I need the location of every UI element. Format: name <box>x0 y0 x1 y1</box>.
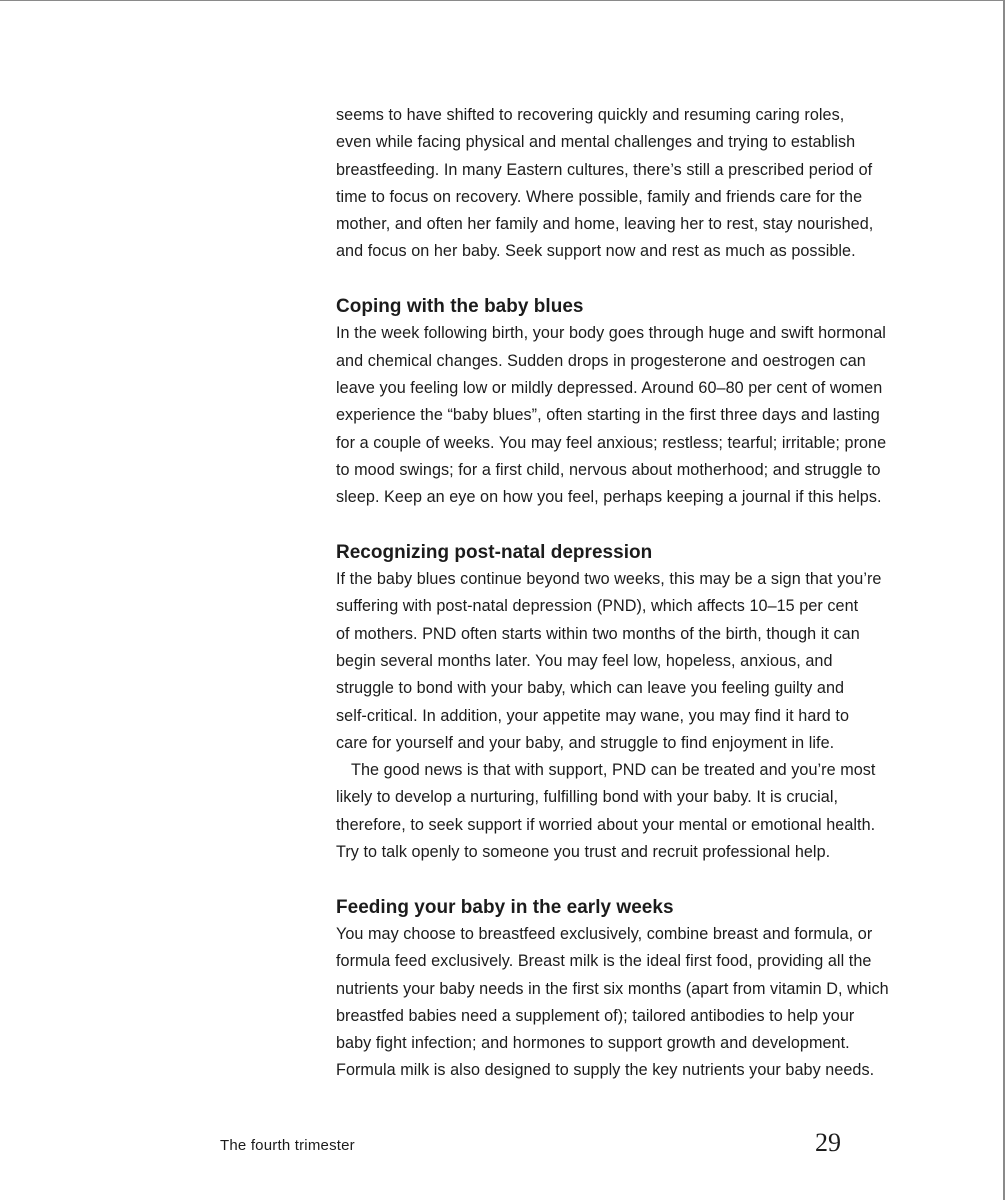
text-line: sleep. Keep an eye on how you feel, perhaps keeping a journal if this helps. <box>336 488 882 507</box>
text-line: time to focus on recovery. Where possible, family and friends care for the <box>336 187 863 206</box>
intro-paragraph <box>336 102 911 266</box>
section-heading-post-natal-depression: Recognizing post-natal depression <box>336 541 653 563</box>
text-line: and focus on her baby. Seek support now and rest as much as possible. <box>336 242 856 261</box>
text-line: even while facing physical and mental challenges and trying to establish <box>336 133 856 152</box>
text-line: for a couple of weeks. You may feel anxious; restless; tearful; irritable; prone <box>336 433 887 452</box>
text-line: You may choose to breastfeed exclusively, combine breast and formula, or <box>336 924 873 943</box>
baby-blues-paragraph <box>336 320 911 511</box>
page-number: 29 <box>815 1128 841 1157</box>
post-natal-depression-paragraph-2 <box>336 757 911 866</box>
text-line: In the week following birth, your body goes through huge and swift hormonal <box>336 324 886 343</box>
running-title: The fourth trimester <box>220 1137 355 1154</box>
text-line: of mothers. PND often starts within two months of the birth, though it can <box>336 624 860 643</box>
section-heading-baby-blues: Coping with the baby blues <box>336 296 584 318</box>
text-line: The good news is that with support, PND can be treated and you’re most <box>351 761 876 780</box>
text-line: Try to talk openly to someone you trust and recruit professional help. <box>336 843 831 862</box>
text-line: self-critical. In addition, your appetite may wane, you may find it hard to <box>336 706 850 725</box>
text-line: baby fight infection; and hormones to support growth and development. <box>336 1034 850 1053</box>
text-line: breastfeeding. In many Eastern cultures, there’s still a prescribed period of <box>336 160 873 179</box>
text-line: nutrients your baby needs in the first six months (apart from vitamin D, which <box>336 979 889 998</box>
text-line: If the baby blues continue beyond two weeks, this may be a sign that you’re <box>336 570 882 589</box>
feeding-paragraph <box>336 921 911 1085</box>
section-heading-feeding: Feeding your baby in the early weeks <box>336 896 674 918</box>
text-line: and chemical changes. Sudden drops in progesterone and oestrogen can <box>336 351 866 370</box>
text-line: likely to develop a nurturing, fulfilling bond with your baby. It is crucial, <box>336 788 839 807</box>
text-line: experience the “baby blues”, often starting in the first three days and lasting <box>336 406 880 425</box>
text-line: leave you feeling low or mildly depressed. Around 60–80 per cent of women <box>336 378 883 397</box>
post-natal-depression-paragraph <box>336 566 911 757</box>
text-line: seems to have shifted to recovering quickly and resuming caring roles, <box>336 106 845 124</box>
text-line: care for yourself and your baby, and struggle to find enjoyment in life. <box>336 733 835 752</box>
text-line: begin several months later. You may feel low, hopeless, anxious, and <box>336 651 833 670</box>
text-line: suffering with post-natal depression (PND), which affects 10–15 per cent <box>336 597 859 616</box>
text-line: struggle to bond with your baby, which can leave you feeling guilty and <box>336 679 845 698</box>
text-line: Formula milk is also designed to supply the key nutrients your baby needs. <box>336 1061 875 1080</box>
text-line: breastfed babies need a supplement of); tailored antibodies to help your <box>336 1006 855 1025</box>
text-line: to mood swings; for a first child, nervous about motherhood; and struggle to <box>336 460 881 479</box>
text-line: therefore, to seek support if worried about your mental or emotional health. <box>336 815 876 834</box>
text-line: mother, and often her family and home, leaving her to rest, stay nourished, <box>336 215 874 234</box>
text-line: formula feed exclusively. Breast milk is the ideal first food, providing all the <box>336 952 872 971</box>
body-text <box>336 102 911 1085</box>
